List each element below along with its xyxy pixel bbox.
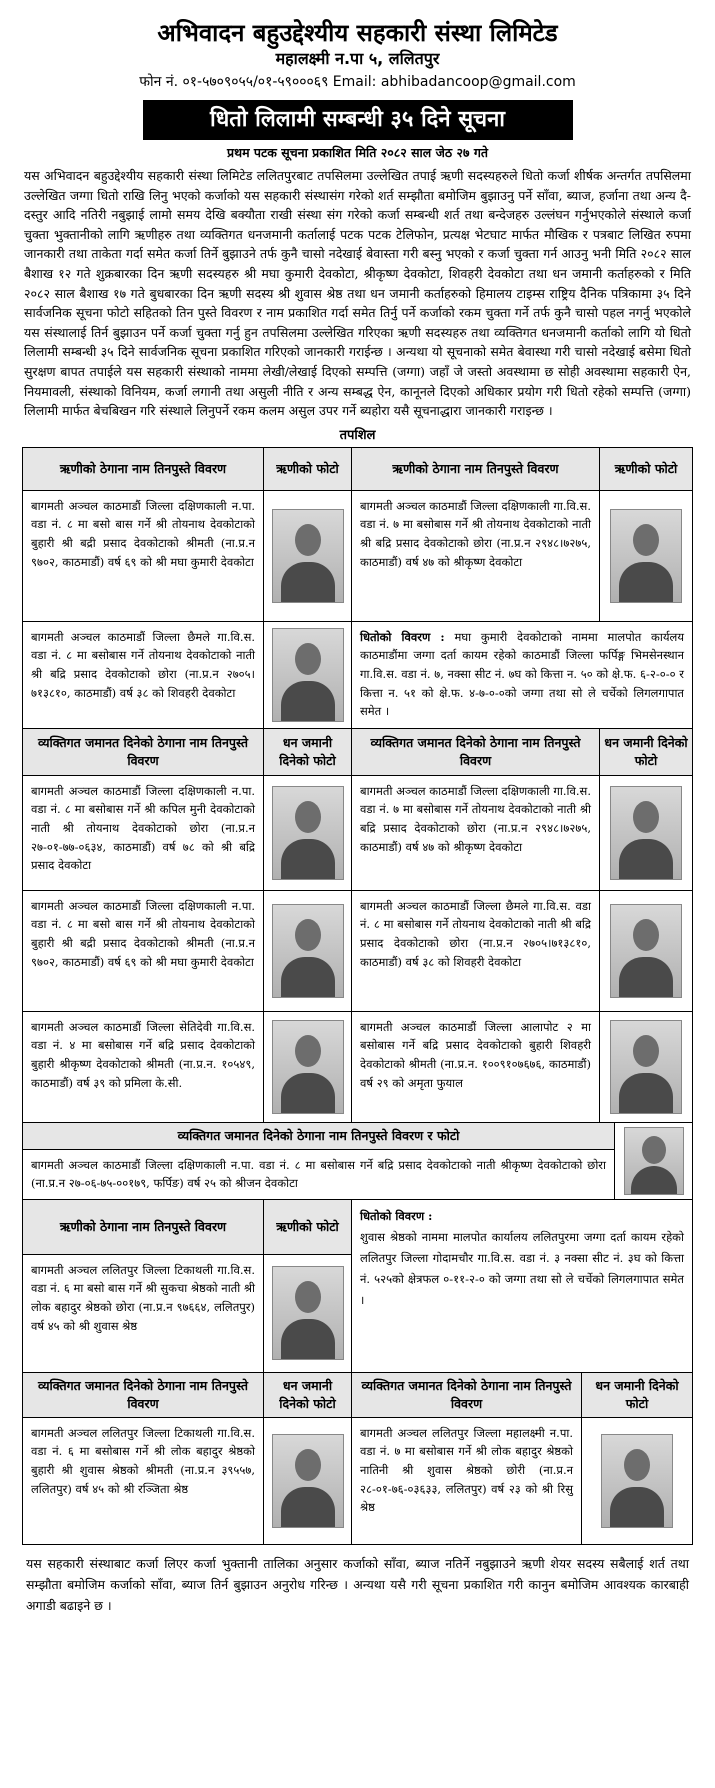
borrower-detail: बागमती अञ्चल काठमाडौं जिल्ला दक्षिणकाली न.पा. वडा नं. ८ मा बसो बास गर्ने श्री तोयनाथ देवकोटाको बुहारी श्री बद्री प्रसाद देवकोटाको श्रीमती (ना.प्र.न ९७०२, काठमाडौं) वर्ष ६९ को श्री मघा कुमारी देवकोटा bbox=[31, 498, 255, 569]
collateral-label: धितोको विवरण : bbox=[360, 629, 445, 644]
guarantor-photo bbox=[599, 1012, 692, 1122]
guarantor-detail: बागमती अञ्चल ललितपुर जिल्ला महालक्ष्मी न.पा. वडा नं. ७ मा बसोबास गर्ने श्री लोक बहादुर श्रेष्ठको नातिनी श्री शुवास श्रेष्ठको छोरी (ना.प्र.न २८-०१-७६-०३६३३, ललितपुर) वर्ष २३ को श्री रिसु श्रेष्ठ bbox=[351, 1418, 581, 1544]
header-borrower-detail: ऋणीको ठेगाना नाम तिनपुस्ते विवरण bbox=[23, 1200, 263, 1255]
guarantor-photo bbox=[263, 1418, 351, 1544]
borrower-detail: बागमती अञ्चल काठमाडौं जिल्ला छैमले गा.वि.स. वडा नं. ८ मा बसोबास गर्ने तोयनाथ देवकोटाको नाती श्री बद्रि प्रसाद देवकोटाको छोरा (ना.प्र.न २७०५।७१३८१०, काठमाडौं) वर्ष ३८ को शिवहरी देवकोटा bbox=[31, 629, 255, 700]
person-photo bbox=[272, 904, 344, 998]
borrower-photo bbox=[264, 1255, 351, 1372]
header-borrower-photo: ऋणीको फोटो bbox=[263, 448, 351, 490]
borrower-detail: बागमती अञ्चल काठमाडौं जिल्ला दक्षिणकाली गा.वि.स. वडा नं. ७ मा बसोबास गर्ने श्री तोयनाथ देवकोटाको नाती श्री बद्रि प्रसाद देवकोटाको छोरा (ना.प्र.न २९४८।७२७५, काठमाडौं) वर्ष ४७ को श्रीकृष्ण देवकोटा bbox=[351, 491, 599, 621]
header-guarantor-detail-2: व्यक्तिगत जमानत दिनेको ठेगाना नाम तिनपुस्ते विवरण bbox=[351, 729, 599, 775]
borrower-block bbox=[23, 1200, 263, 1372]
person-photo bbox=[610, 904, 682, 998]
table-row bbox=[23, 490, 692, 621]
table-row bbox=[23, 775, 692, 890]
notice-title-banner: धितो लिलामी सम्बन्धी ३५ दिने सूचना bbox=[143, 100, 573, 140]
guarantor-photo bbox=[263, 891, 351, 1011]
header-guarantor-detail-2: व्यक्तिगत जमानत दिनेको ठेगाना नाम तिनपुस्ते विवरण bbox=[351, 1373, 581, 1417]
schedule-label: तपशिल bbox=[339, 427, 376, 443]
guarantor-detail: बागमती अञ्चल काठमाडौं जिल्ला दक्षिणकाली न.पा. वडा नं. ८ मा बसो बास गर्ने श्री तोयनाथ देवकोटाको बुहारी श्री बद्री प्रसाद देवकोटाको श्रीमती (ना.प्र.न ९७०२, काठमाडौं) वर्ष ६९ को श्री मघा कुमारी देवकोटा bbox=[31, 898, 255, 969]
header-borrower-detail-2: ऋणीको ठेगाना नाम तिनपुस्ते विवरण bbox=[351, 448, 599, 490]
borrower-photo bbox=[263, 622, 351, 728]
person-photo bbox=[272, 509, 344, 603]
notice-footer: यस सहकारी संस्थाबाट कर्जा लिएर कर्जा भुक्तानी तालिका अनुसार कर्जाको साँवा, ब्याज नतिर्ने नबुझाउने ऋणी शेयर सदस्य सबैलाई शर्त तथा सम्झौता बमोजिम कर्जाको साँवा, ब्याज तिर्न बुझाउन अनुरोध गरिन्छ । अन्यथा यसै गरी सूचना प्रकाशित गरी कानुन बमोजिम आवश्यक कारबाही अगाडी बढाइने छ । bbox=[26, 1555, 689, 1613]
guarantor-photo bbox=[614, 1123, 692, 1199]
borrower-photo bbox=[599, 491, 692, 621]
collateral-label: धितोको विवरण : bbox=[360, 1208, 433, 1223]
header-borrower-photo-2: ऋणीको फोटो bbox=[599, 448, 692, 490]
person-photo bbox=[610, 786, 682, 880]
guarantor-photo bbox=[263, 1012, 351, 1122]
guarantor-photo bbox=[581, 1418, 692, 1544]
table-row bbox=[23, 1417, 692, 1544]
schedule-table bbox=[22, 447, 693, 1200]
header-guarantor-photo-2: धन जमानी दिनेको फोटो bbox=[599, 729, 692, 775]
publication-date: प्रथम पटक सूचना प्रकाशित मिति २०८२ साल जेठ २७ गते bbox=[226, 145, 489, 160]
borrower-photo bbox=[263, 491, 351, 621]
collateral-detail bbox=[351, 622, 692, 728]
guarantor-detail: बागमती अञ्चल काठमाडौं जिल्ला छैमले गा.वि.स. वडा नं. ८ मा बसोबास गर्ने तोयनाथ देवकोटाको नाती श्री बद्रि प्रसाद देवकोटाको छोरा (ना.प्र.न २७०५।७१३८१०, काठमाडौं) वर्ष ३८ को शिवहरी देवकोटा bbox=[351, 891, 599, 1011]
table-row bbox=[23, 1011, 692, 1122]
person-photo bbox=[272, 786, 344, 880]
borrower-photo-block bbox=[263, 1200, 351, 1372]
guarantor-detail: बागमती अञ्चल काठमाडौं जिल्ला दक्षिणकाली गा.वि.स. वडा नं. ७ मा बसोबास गर्ने तोयनाथ देवकोटाको नाती श्री बद्रि प्रसाद देवकोटाको छोरा (ना.प्र.न २९४८।७२७५, काठमाडौं) वर्ष ४७ को श्रीकृष्ण देवकोटा bbox=[351, 776, 599, 890]
guarantor-detail: बागमती अञ्चल काठमाडौं जिल्ला दक्षिणकाली न.पा. वडा नं. ८ मा बसोबास गर्ने श्री कपिल मुनी देवकोटाको नाती श्री तोयनाथ देवकोटाको छोरा (ना.प्र.न २७-०१-७७-०६३४, काठमाडौं) वर्ष ७८ को श्री बद्रि प्रसाद देवकोटा bbox=[31, 783, 255, 873]
person-photo bbox=[272, 1266, 344, 1360]
header-guarantor-photo: धन जमानी दिनेको फोटो bbox=[263, 1373, 351, 1417]
guarantor-photo bbox=[599, 776, 692, 890]
guarantor-photo bbox=[263, 776, 351, 890]
person-photo bbox=[610, 509, 682, 603]
table-row bbox=[23, 890, 692, 1011]
table-row bbox=[23, 621, 692, 728]
guarantor-photo bbox=[599, 891, 692, 1011]
table-row bbox=[23, 1200, 692, 1372]
table-header-row bbox=[23, 448, 692, 490]
table-header-row bbox=[23, 1372, 692, 1417]
header-guarantor-full: व्यक्तिगत जमानत दिनेको ठेगाना नाम तिनपुस्ते विवरण र फोटो bbox=[23, 1123, 614, 1150]
collateral-text: शुवास श्रेष्ठको नाममा मालपोत कार्यालय ललितपुरमा जग्गा दर्ता कायम रहेको ललितपुर जिल्ला गोदामचौर गा.वि.स. वडा नं. ३ नक्सा सीट नं. ३घ को कित्ता नं. ५२५को क्षेत्रफल ०-११-२-० को जग्गा तथा सो ले चर्चेको लिगलगापात समेत । bbox=[360, 1229, 684, 1307]
header-borrower-photo: ऋणीको फोटो bbox=[264, 1200, 351, 1255]
guarantor-detail: बागमती अञ्चल ललितपुर जिल्ला टिकाथली गा.वि.स. वडा नं. ६ मा बसोबास गर्ने श्री लोक बहादुर श्रेष्ठको बुहारी श्री शुवास श्रेष्ठको श्रीमती (ना.प्र.न ३९५५७, ललितपुर) वर्ष ४५ को श्री रञ्जिता श्रेष्ठ bbox=[31, 1425, 255, 1496]
person-photo bbox=[272, 1434, 344, 1528]
org-contact: फोन नं. ०१-५७०९०५५/०१-५९०००६९ Email: abhibadancoop@gmail.com bbox=[139, 74, 576, 90]
table-header-row bbox=[23, 728, 692, 775]
org-address: महालक्ष्मी न.पा ५, ललितपुर bbox=[275, 49, 440, 68]
schedule-table-2 bbox=[22, 1200, 693, 1545]
header-borrower-detail: ऋणीको ठेगाना नाम तिनपुस्ते विवरण bbox=[23, 448, 263, 490]
header-guarantor-detail: व्यक्तिगत जमानत दिनेको ठेगाना नाम तिनपुस्ते विवरण bbox=[23, 729, 263, 775]
notice-body: यस अभिवादन बहुउद्देश्यीय सहकारी संस्था लिमिटेड ललितपुरबाट तपसिलमा उल्लेखित तपाई ऋणी सदस्यहरुले धितो कर्जा शीर्षक अन्तर्गत तपसिलमा उल्लेखित जग्गा धितो राखि लिनु भएको कर्जाको यस सहकारी संस्थासंग गरेको शर्त सम्झौता बमोजिम बुझाउनु पर्ने साँवा, ब्याज, हर्जाना तथा अन्य दै-दस्तुर आदि नतिरी नबुझाई लामो समय देखि बक्यौता राखी संस्था संग गरेको कर्जा सम्बन्धी शर्त तथा बन्देजहरु उल्लंघन गर्नुभएकोले संस्थाले कर्जा चुक्ता भुक्तानीको लागि ऋणीहरु तथा व्यक्तिगत धनजमानी कर्तालाई पटक पटक टेलिफोन, प्रत्यक्ष भेटघाट मार्फत मौखिक र पत्रबाट लिखित रुपमा जानकारी तथा ताकेता गर्दा समेत कर्जा तिर्ने बुझाउने तर्फ कुनै चासो नदेखाई बेवास्ता गरी बस्नु भएको र कर्जा चुक्ता गर्न आउनु भनी मिति २०८२ साल बैशाख १२ गते शुक्रबारका दिन ऋणी सदस्यहरु श्री मघा कुमारी देवकोटा, श्रीकृष्ण देवकोटा, शिवहरी देवकोटा तथा धन जमानी कर्ताहरुको र मिति २०८२ साल बैशाख १७ गते बुधबारका दिन ऋणी सदस्य श्री शुवास श्रेष्ठ तथा धन जमानी कर्ताहरुको हिमालय टाइम्स राष्ट्रिय दैनिक पत्रिकामा ३५ दिने सार्वजनिक सूचना फोटो सहितको तिन पुस्ते विवरण र नाम प्रकाशित गर्दा समेत तिर्नु पर्ने कर्जाको रकम चुक्ता गर्ने तर्फ कुनै चासो पहल नगर्नु भएकोले यस संस्थालाई तिर्न बुझाउन पर्ने कर्जा चुक्ता गर्नु हुन तपसिलमा उल्लेखित गरिएका ऋणी सदस्यहरु तथा व्यक्तिगत धनजमानी कर्ताको लागि यो धितो लिलामी सम्बन्धी ३५ दिने सार्वजनिक सूचना प्रकाशित गरिएको जानकारी गराईन्छ । अन्यथा यो सूचनाको समेत बेवास्था गरी चासो नदेखाई बसेमा धितो सुरक्षण बापत तपाईले यस सहकारी संस्थाको नाममा लेखी/लेखाई दिएको सम्पत्ति (जग्गा) जहाँ जे जस्तो अवस्थामा छ सोही अवस्थामा सहकारी ऐन, नियमावली, संस्थाको विनियम, कर्जा लगानी तथा असुली नीति र अन्य सम्बद्ध ऐन, कानूनले दिएको अधिकार प्रयोग गरी धितो रहेको सम्पत्ति (जग्गा) लिलामी मार्फत बेचबिखन गरि संस्थाले लिनुपर्ने रकम कलम असुल उपर गर्ने ब्यहोरा यसै सूचनाद्धारा जानकारी गराइन्छ । bbox=[24, 168, 691, 419]
collateral-detail bbox=[351, 1200, 692, 1372]
person-photo bbox=[624, 1127, 684, 1195]
borrower-detail: बागमती अञ्चल ललितपुर जिल्ला टिकाथली गा.वि.स. वडा नं. ६ मा बसो बास गर्ने श्री सुकचा श्रेष्ठको नाती श्री लोक बहादुर श्रेष्ठको छोरा (ना.प्र.न ९७६६४, ललितपुर) वर्ष ४५ को श्री शुवास श्रेष्ठ bbox=[31, 1262, 255, 1333]
collateral-text: मघा कुमारी देवकोटाको नाममा मालपोत कार्यलय काठमाडौंमा जग्गा दर्ता कायम रहेको काठमाडौं जिल्ला फर्पिङ्ग भिमसेनस्थान गा.वि.स. वडा नं. ७, नक्सा सीट नं. ७घ को कित्ता न. ५० को क्षे.फ. ६-२-०-० र कित्ता न. ५१ को क्षे.फ. ४-७-०-०को जग्गा तथा सो ले चर्चेको लिगलगापात समेत । bbox=[360, 629, 685, 719]
person-photo bbox=[601, 1434, 673, 1528]
person-photo bbox=[610, 1020, 682, 1114]
header-guarantor-photo: धन जमानी दिनेको फोटो bbox=[263, 729, 351, 775]
header-guarantor-detail: व्यक्तिगत जमानत दिनेको ठेगाना नाम तिनपुस्ते विवरण bbox=[23, 1373, 263, 1417]
person-photo bbox=[272, 1020, 344, 1114]
guarantor-detail: बागमती अञ्चल काठमाडौं जिल्ला दक्षिणकाली न.पा. वडा नं. ८ मा बसोबास गर्ने बद्रि प्रसाद देवकोटाको नाती श्रीकृष्ण देवकोटाको छोरा (ना.प्र.न २७-०६-७५-००१७९, फर्पिङ) वर्ष २५ को श्रीजन देवकोटा bbox=[31, 1157, 606, 1191]
guarantor-detail: बागमती अञ्चल काठमाडौं जिल्ला आलापोट २ मा बसोबास गर्ने बद्रि प्रसाद देवकोटाको बुहारी शिवहरी देवकोटाको श्रीमती (ना.प्र.न. १००९१०७६७६, काठमाडौं) वर्ष २९ को अमृता फुयाल bbox=[351, 1012, 599, 1122]
guarantor-full-block bbox=[23, 1123, 614, 1199]
person-photo bbox=[272, 628, 344, 722]
header-guarantor-photo-2: धन जमानी दिनेको फोटो bbox=[581, 1373, 692, 1417]
guarantor-detail: बागमती अञ्चल काठमाडौं जिल्ला सेतिदेवी गा.वि.स. वडा नं. ४ मा बसोबास गर्ने बद्रि प्रसाद देवकोटाको बुहारी श्रीकृष्ण देवकोटाको श्रीमती (ना.प्र.न. १०५४९, काठमाडौं) वर्ष ३९ को प्रमिला के.सी. bbox=[31, 1019, 255, 1090]
org-title: अभिवादन बहुउद्देश्यीय सहकारी संस्था लिमिटेड bbox=[157, 19, 558, 47]
table-row bbox=[23, 1122, 692, 1199]
